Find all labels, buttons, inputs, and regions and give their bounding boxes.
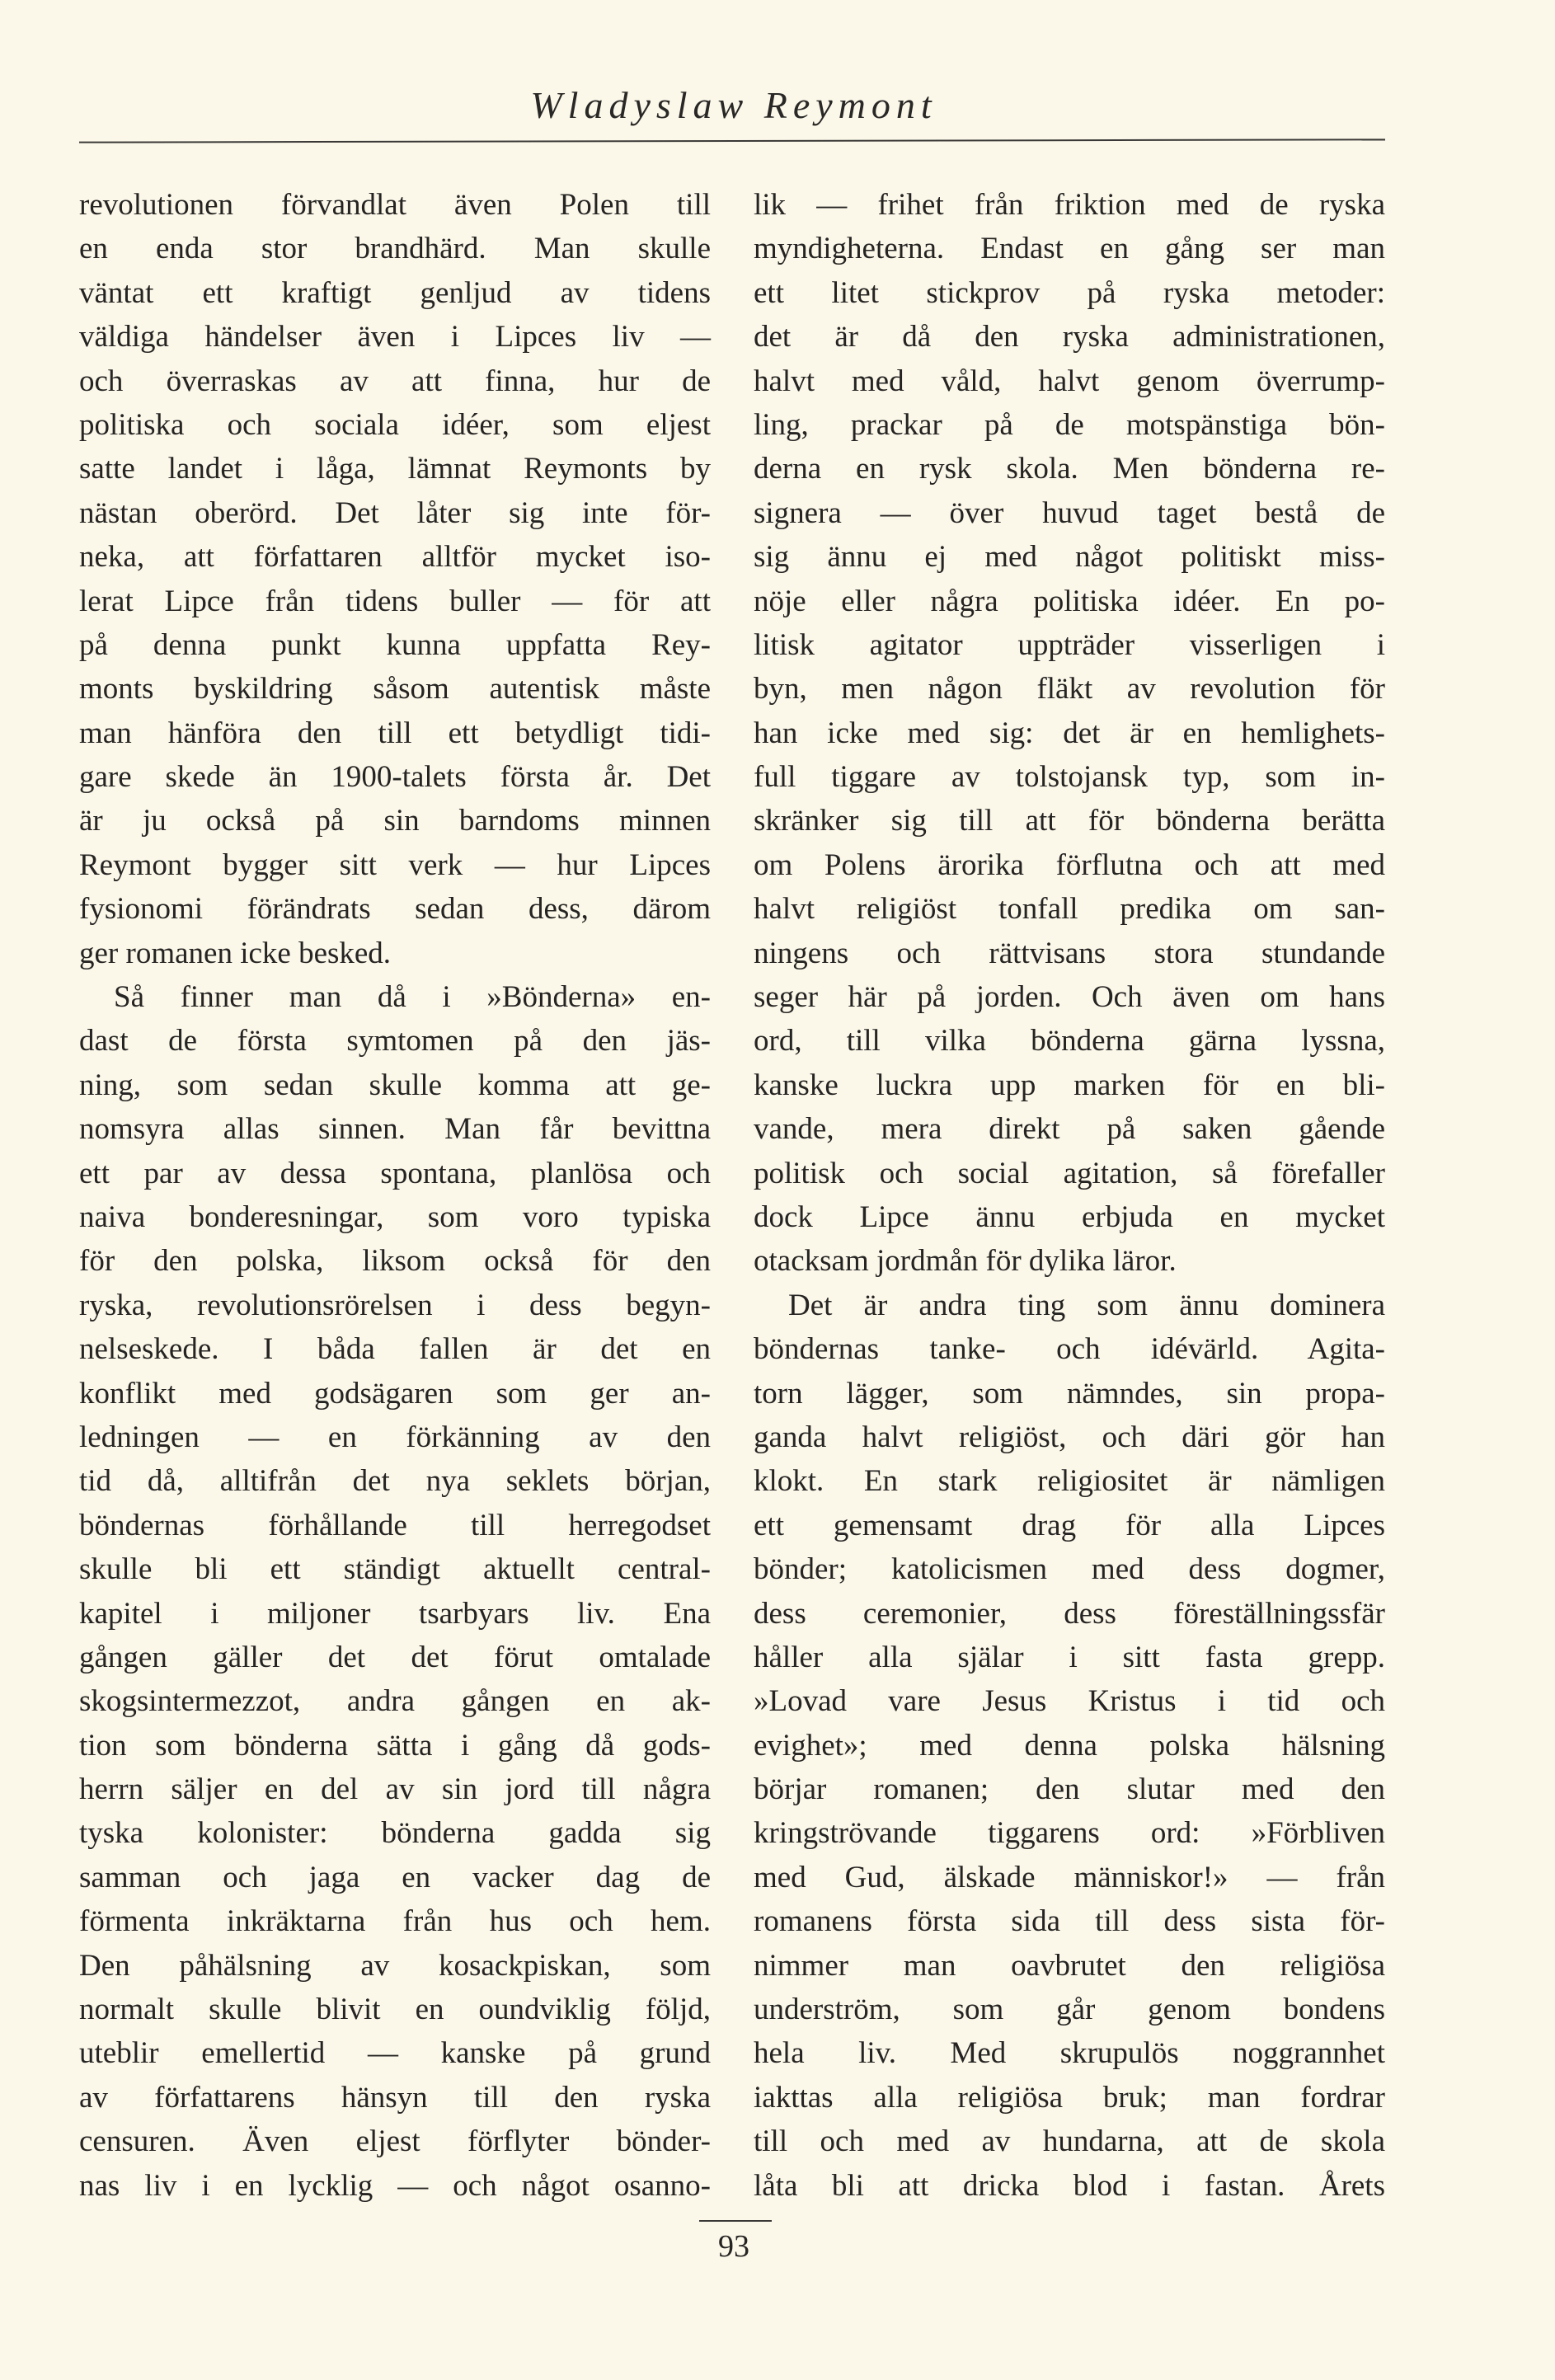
text-line: nöje eller några politiska idéer. En po-: [754, 584, 1385, 618]
text-line: han icke med sig: det är en hemlighets-: [754, 716, 1385, 750]
text-line: kanske luckra upp marken för en bli-: [754, 1068, 1385, 1102]
text-line: lik — frihet från friktion med de ryska: [754, 188, 1385, 222]
text-line: byn, men någon fläkt av revolution för: [754, 672, 1385, 706]
text-column-right: [754, 183, 1385, 2208]
text-line: politiska och sociala idéer, som eljest: [79, 407, 711, 442]
text-line: tyska kolonister: bönderna gadda sig: [79, 1816, 711, 1851]
header-rule: [79, 138, 1385, 143]
text-line: nimmer man oavbrutet den religiösa: [754, 1948, 1385, 1983]
text-line: derna en rysk skola. Men bönderna re-: [754, 452, 1385, 486]
text-line: för den polska, liksom också för den: [79, 1244, 711, 1279]
text-line: censuren. Även eljest förflyter bönder-: [79, 2124, 711, 2159]
text-line: en enda stor brandhärd. Man skulle: [79, 232, 711, 266]
text-line: håller alla själar i sitt fasta grepp.: [754, 1640, 1385, 1674]
text-line: till och med av hundarna, att de skola: [754, 2124, 1385, 2159]
text-line: ningens och rättvisans stora stundande: [754, 936, 1385, 970]
text-line: förmenta inkräktarna från hus och hem.: [79, 1904, 711, 1939]
text-line: ganda halvt religiöst, och däri gör han: [754, 1420, 1385, 1454]
text-line: normalt skulle blivit en oundviklig följd,: [79, 1993, 711, 2027]
text-line: skogsintermezzot, andra gången en ak-: [79, 1684, 711, 1719]
text-line: böndernas tanke- och idévärld. Agita-: [754, 1332, 1385, 1367]
text-line: skränker sig till att för bönderna berätta: [754, 804, 1385, 838]
running-head-title: Wladyslaw Reymont: [530, 84, 937, 126]
text-line: ett litet stickprov på ryska metoder:: [754, 275, 1385, 310]
text-line: ling, prackar på de motspänstiga bön-: [754, 407, 1385, 442]
text-line: dock Lipce ännu erbjuda en mycket: [754, 1199, 1385, 1234]
text-line: dess ceremonier, dess föreställningssfär: [754, 1596, 1385, 1631]
text-line: herrn säljer en del av sin jord till några: [79, 1772, 711, 1807]
text-line: ord, till vilka bönderna gärna lyssna,: [754, 1024, 1385, 1059]
text-line: kringströvande tiggarens ord: »Förbliven: [754, 1816, 1385, 1851]
text-line: med Gud, älskade människor!» — från: [754, 1860, 1385, 1894]
text-line: nelseskede. I båda fallen är det en: [79, 1332, 711, 1367]
text-line: tion som bönderna sätta i gång då gods-: [79, 1728, 711, 1763]
text-line: romanens första sida till dess sista för-: [754, 1904, 1385, 1939]
text-line: tid då, alltifrån det nya seklets början,: [79, 1464, 711, 1499]
text-line: börjar romanen; den slutar med den: [754, 1772, 1385, 1807]
text-line: iakttas alla religiösa bruk; man fordrar: [754, 2080, 1385, 2115]
text-line: Det är andra ting som ännu dominera: [788, 1288, 1385, 1322]
text-line: gången gäller det det förut omtalade: [79, 1640, 711, 1674]
text-line: är ju också på sin barndoms minnen: [79, 804, 711, 838]
page-number: 93: [718, 2229, 749, 2264]
text-line: på denna punkt kunna uppfatta Rey-: [79, 627, 711, 662]
text-line: nästan oberörd. Det låter sig inte för-: [79, 495, 711, 530]
text-line: dast de första symtomen på den jäs-: [79, 1024, 711, 1059]
text-line: konflikt med godsägaren som ger an-: [79, 1376, 711, 1411]
text-line: Den påhälsning av kosackpiskan, som: [79, 1948, 711, 1983]
text-line: hela liv. Med skrupulös noggrannhet: [754, 2036, 1385, 2071]
text-line: väntat ett kraftigt genljud av tidens: [79, 275, 711, 310]
text-line: det är då den ryska administrationen,: [754, 320, 1385, 354]
text-line: revolutionen förvandlat även Polen till: [79, 188, 711, 222]
text-line: fysionomi förändrats sedan dess, därom: [79, 892, 711, 927]
text-line: lerat Lipce från tidens buller — för att: [79, 584, 711, 618]
text-line: halvt med våld, halvt genom överrump-: [754, 364, 1385, 398]
text-line: halvt religiöst tonfall predika om san-: [754, 892, 1385, 927]
text-line: bönder; katolicismen med dess dogmer,: [754, 1552, 1385, 1587]
text-line: underström, som går genom bondens: [754, 1993, 1385, 2027]
text-line: av författarens hänsyn till den ryska: [79, 2080, 711, 2115]
text-line: låta bli att dricka blod i fastan. Årets: [754, 2168, 1385, 2203]
text-line: naiva bonderesningar, som voro typiska: [79, 1199, 711, 1234]
text-line: gare skede än 1900-talets första år. Det: [79, 760, 711, 795]
text-line: evighet»; med denna polska hälsning: [754, 1728, 1385, 1763]
text-line: neka, att författaren alltför mycket iso-: [79, 540, 711, 575]
text-line: signera — över huvud taget bestå de: [754, 495, 1385, 530]
page-number-rule: [699, 2220, 772, 2222]
text-line: kapitel i miljoner tsarbyars liv. Ena: [79, 1596, 711, 1631]
text-line: ryska, revolutionsrörelsen i dess begyn-: [79, 1288, 711, 1322]
text-line: nomsyra allas sinnen. Man får bevittna: [79, 1112, 711, 1147]
text-line: väldiga händelser även i Lipces liv —: [79, 320, 711, 354]
text-line: politisk och social agitation, så förefaller: [754, 1156, 1385, 1190]
text-line: otacksam jordmån för dylika läror.: [754, 1244, 1177, 1279]
text-line: nas liv i en lycklig — och något osanno-: [79, 2168, 711, 2203]
text-line: myndigheterna. Endast en gång ser man: [754, 232, 1385, 266]
text-line: om Polens ärorika förflutna och att med: [754, 847, 1385, 882]
text-line: seger här på jorden. Och även om hans: [754, 980, 1385, 1015]
text-line: full tiggare av tolstojansk typ, som in-: [754, 760, 1385, 795]
text-line: ledningen — en förkänning av den: [79, 1420, 711, 1454]
text-line: ett par av dessa spontana, planlösa och: [79, 1156, 711, 1190]
text-line: Reymont bygger sitt verk — hur Lipces: [79, 847, 711, 882]
text-line: monts byskildring såsom autentisk måste: [79, 672, 711, 706]
text-line: klokt. En stark religiositet är nämligen: [754, 1464, 1385, 1499]
text-line: böndernas förhållande till herregodset: [79, 1508, 711, 1542]
text-line: sig ännu ej med något politiskt miss-: [754, 540, 1385, 575]
text-line: satte landet i låga, lämnat Reymonts by: [79, 452, 711, 486]
text-line: samman och jaga en vacker dag de: [79, 1860, 711, 1894]
text-line: ger romanen icke besked.: [79, 936, 392, 970]
text-line: skulle bli ett ständigt aktuellt central-: [79, 1552, 711, 1587]
text-line: Så finner man då i »Bönderna» en-: [114, 980, 711, 1015]
text-line: torn lägger, som nämndes, sin propa-: [754, 1376, 1385, 1411]
text-line: och överraskas av att finna, hur de: [79, 364, 711, 398]
text-line: ning, som sedan skulle komma att ge-: [79, 1068, 711, 1102]
text-line: man hänföra den till ett betydligt tidi-: [79, 716, 711, 750]
text-line: uteblir emellertid — kanske på grund: [79, 2036, 711, 2071]
text-column-left: [79, 183, 711, 2208]
text-line: »Lovad vare Jesus Kristus i tid och: [754, 1684, 1385, 1719]
text-line: litisk agitator uppträder visserligen i: [754, 627, 1385, 662]
text-line: ett gemensamt drag för alla Lipces: [754, 1508, 1385, 1542]
text-line: vande, mera direkt på saken gående: [754, 1112, 1385, 1147]
